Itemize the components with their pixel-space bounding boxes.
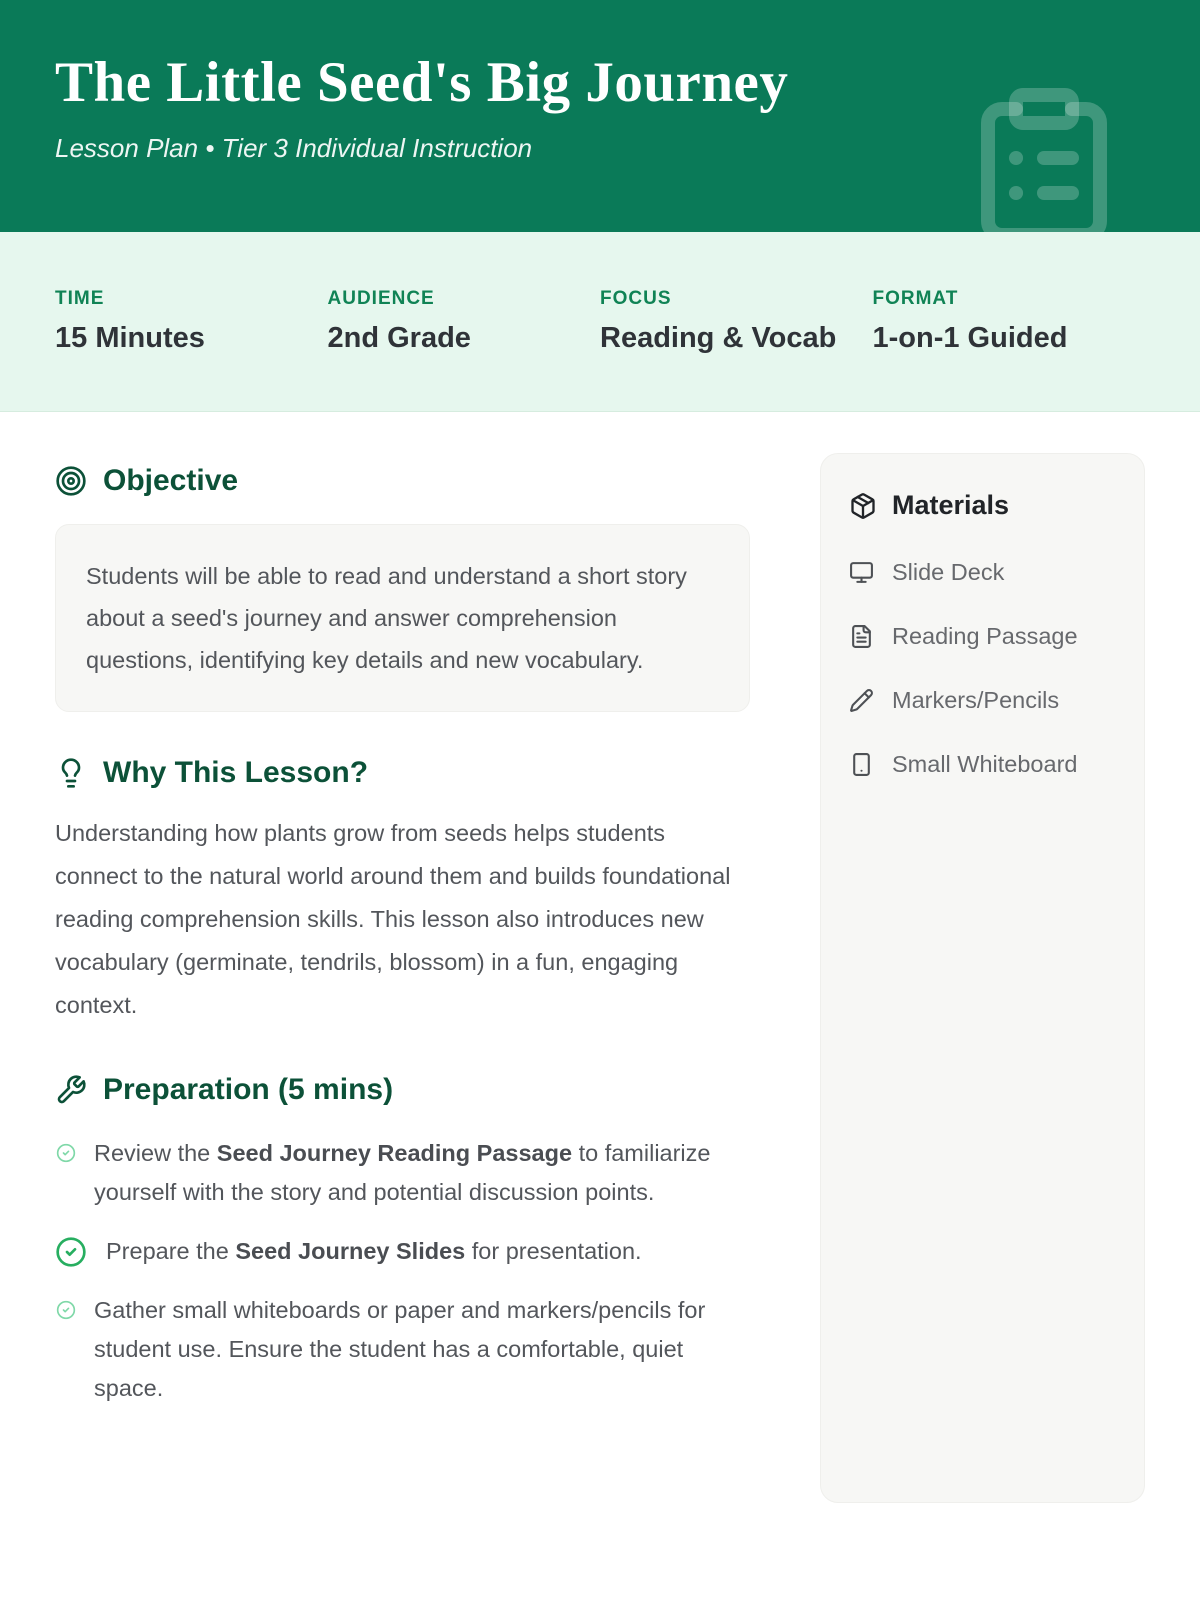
preparation-item-text: Prepare the Seed Journey Slides for presentation. [106,1238,642,1264]
meta-item-format [873,288,1146,355]
material-item [849,617,1116,655]
why-text: Understanding how plants grow from seeds helps students connect to the natural world around them and builds foundational reading comprehension skills. This lesson also introduces new vocabulary (germinate, tendrils, blossom) in a fun, engaging context. [55,820,731,1018]
preparation-item [55,1232,750,1271]
preparation-heading [55,1073,750,1107]
meta-label: FOCUS [600,288,672,309]
meta-bar [0,232,1200,412]
preparation-section [55,1073,750,1408]
target-icon [55,465,87,497]
materials-card [820,453,1145,1503]
materials-heading [849,490,1116,521]
preparation-heading-label: Preparation (5 mins) [103,1073,394,1106]
meta-item-time [55,288,328,355]
preparation-list [55,1134,750,1408]
header [0,0,1200,232]
meta-value: 1-on-1 Guided [872,322,1068,354]
meta-item-audience [328,288,601,355]
materials-heading-label: Materials [892,490,1010,520]
pencil-icon [849,688,874,713]
material-item-label: Small Whiteboard [892,751,1078,777]
material-item-label: Reading Passage [892,623,1078,649]
main-column [55,464,750,1428]
meta-label: TIME [55,288,105,309]
meta-label: FORMAT [872,288,959,309]
wrench-icon [55,1074,87,1106]
objective-box [55,524,750,712]
material-item-label: Markers/Pencils [892,687,1060,713]
clipboard-list-icon [960,60,1128,232]
preparation-item-text: Review the Seed Journey Reading Passage to familiarize yourself with the story and potential discussion points. [94,1140,711,1205]
circle-check-icon [56,1300,76,1320]
circle-check-icon [56,1143,76,1163]
why-heading [55,756,750,790]
meta-value: Reading & Vocab [600,322,837,354]
material-item [849,681,1116,719]
page-subtitle: Lesson Plan • Tier 3 Individual Instruction [55,132,533,163]
package-icon [849,492,877,520]
objective-heading-label: Objective [103,464,239,497]
meta-value: 2nd Grade [327,322,471,354]
meta-label: AUDIENCE [327,288,435,309]
monitor-icon [849,560,874,585]
material-item [849,745,1116,783]
why-heading-label: Why This Lesson? [103,756,369,789]
preparation-item [55,1134,750,1212]
why-section [55,756,750,1027]
circle-check-icon [55,1236,87,1268]
material-item [849,553,1116,591]
objective-heading [55,464,750,498]
meta-item-focus [600,288,873,355]
content-area [0,412,1200,1503]
page-title: The Little Seed's Big Journey [55,51,789,114]
file-text-icon [849,624,874,649]
objective-text: Students will be able to read and understand a short story about a seed's journey and answer comprehension questions, identifying key details and new vocabulary. [86,563,687,673]
preparation-item-text: Gather small whiteboards or paper and markers/pencils for student use. Ensure the student has a comfortable, quiet space. [94,1297,706,1401]
objective-section [55,464,750,712]
smartphone-icon [849,752,874,777]
materials-list [849,553,1116,783]
meta-value: 15 Minutes [55,322,205,354]
preparation-item [55,1291,750,1408]
lightbulb-icon [55,757,87,789]
material-item-label: Slide Deck [892,559,1005,585]
